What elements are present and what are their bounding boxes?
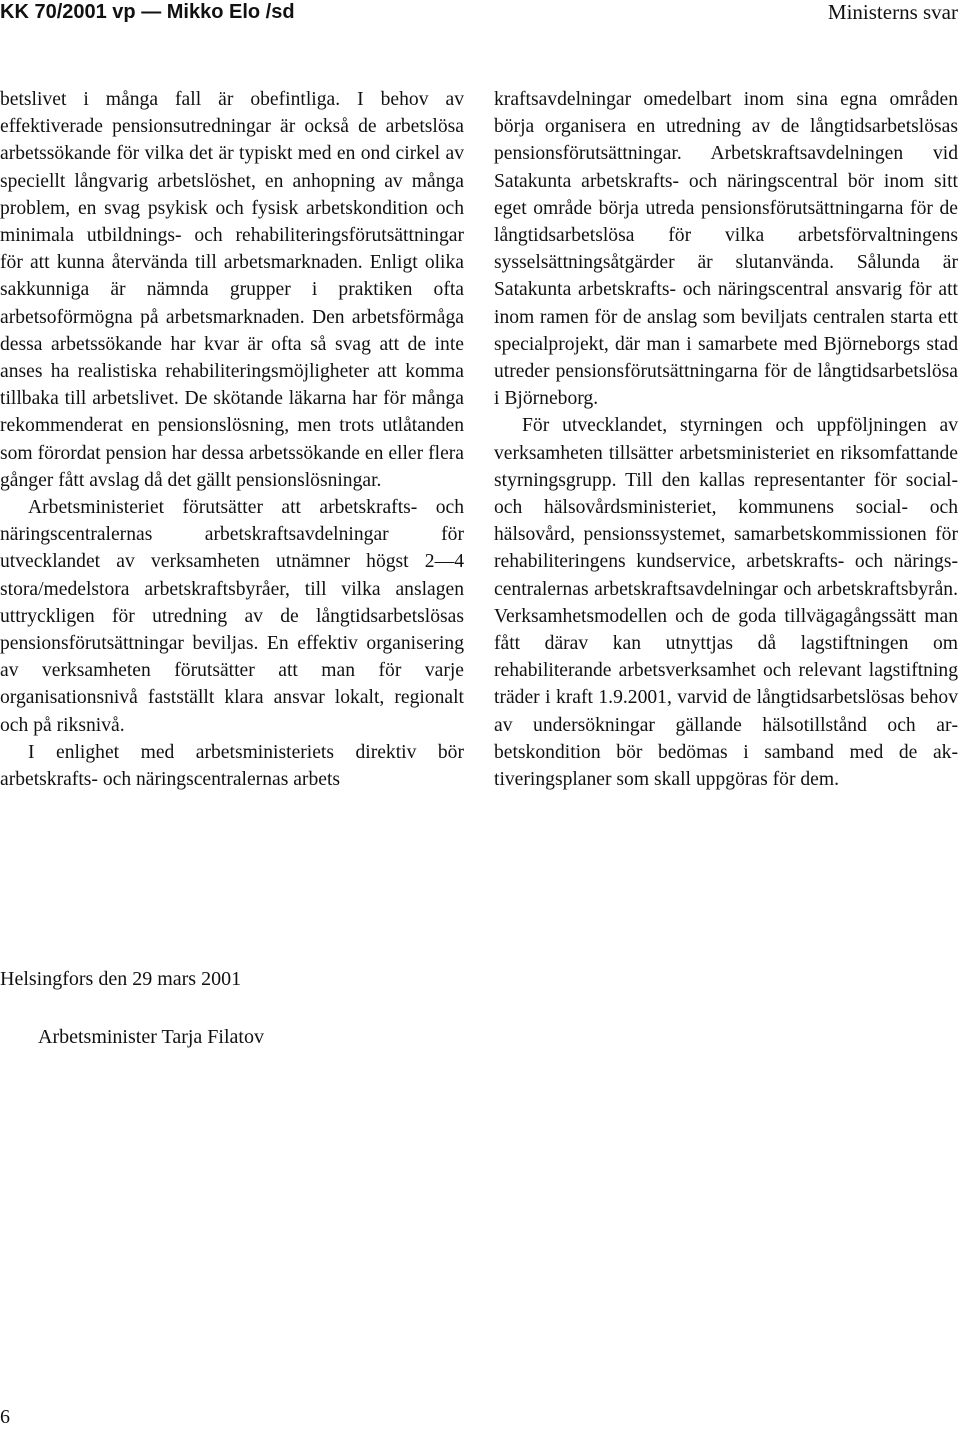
place-and-date: Helsingfors den 29 mars 2001: [0, 968, 242, 990]
document-reference: KK 70/2001 vp — Mikko Elo /sd: [0, 1, 295, 23]
section-title: Ministerns svar: [827, 0, 958, 24]
page-number: 6: [0, 1406, 10, 1428]
right-text-column: [494, 86, 958, 793]
paragraph-continued: kraftsavdelningar omedelbart inom sina egna områden börja organisera en utredning av de långtidsarbetslösas pensionsförutsättningar. Arbetskraftsavdelningen vid Satakunta arbetskrafts- och näringscentral bör inom sitt eget område börja utreda pensionsförutsättningarna för de långtidsarbetslösa för vilka arbetsförvaltningens sysselsättningsåtgärder är slutanvända. Sålunda är Satakunta arbetskrafts- och näringscentral ansvarig för att inom ramen för de anslag som beviljats centralen starta ett specialprojekt, där man i samarbete med Björneborgs stad utreder pensionsförutsättningarna för de långtidsarbetslösa i Björneborg.: [494, 89, 958, 410]
left-text-column: [0, 86, 464, 793]
paragraph: I enlighet med arbetsministeriets direktiv bör arbetskrafts- och näringscentralernas arbets: [0, 741, 464, 791]
paragraph: För utvecklandet, styrningen och uppföljningen av verksamheten tillsätter arbetsministeriet en riksomfattande styrningsgrupp. Till den kallas representanter för social- och hälsovårdsministeriet, kommunens social- och hälsovård, pensionssystemet, samarbetskommissionen för rehabiliteringens kundservice, arbetskrafts- och näringscentralernas arbetskraftsavdelningar och arbetskraftsbyrån. Verksamhetsmodellen och de goda tillvägagångssätt man fått därav kan utnyttjas då lagstiftningen om rehabiliterande arbetsverksamhet och relevant lagstiftning träder i kraft 1.9.2001, varvid de långtidsarbetslösas behov av undersökningar gällande hälsotillstånd och arbetskondition bör bedömas i samband med de aktiveringsplaner som skall uppgöras för dem.: [494, 415, 958, 791]
paragraph: Arbetsministeriet förutsätter att arbetskrafts- och näringscentralernas arbetskraftsavdelningar för utvecklandet av verksamheten utnämner högst 2—4 stora/medelstora arbetskraftsbyråer, till vilka anslagen uttryckligen för utredning av de långtidsarbetslösas pensionsförutsättningar beviljas. En effektiv organisering av verksamheten förutsätter att man för varje organisationsnivå fastställt klara ansvar lokalt, regionalt och på riksnivå.: [0, 497, 464, 736]
signature-line: Arbetsminister Tarja Filatov: [38, 1026, 264, 1048]
paragraph-continued: betslivet i många fall är obefintliga. I behov av effektiverade pensionsutredningar är också de arbetslösa arbetssökande för vilka det är typiskt med en ond cirkel av speciellt långvarig arbetslöshet, en anhopning av många problem, en svag psykisk och fysisk arbetskondition och minimala utbildnings- och rehabiliteringsförutsättningar för att kunna återvända till arbetsmarknaden. Enligt olika sakkunniga är nämnda grupper i praktiken ofta arbetsoförmögna på arbetsmarknaden. Den arbetsförmåga dessa arbetssökande har kvar är ofta så svag att de inte anses ha realistiska rehabiliteringsmöjligheter att komma tillbaka till arbetslivet. De skötande läkarna har för många rekommenderat en pensionslösning, men trots utlåtanden som förordat pension har dessa arbetssökande en eller flera gånger fått avslag då det gällt pensionslösningar.: [0, 89, 464, 491]
